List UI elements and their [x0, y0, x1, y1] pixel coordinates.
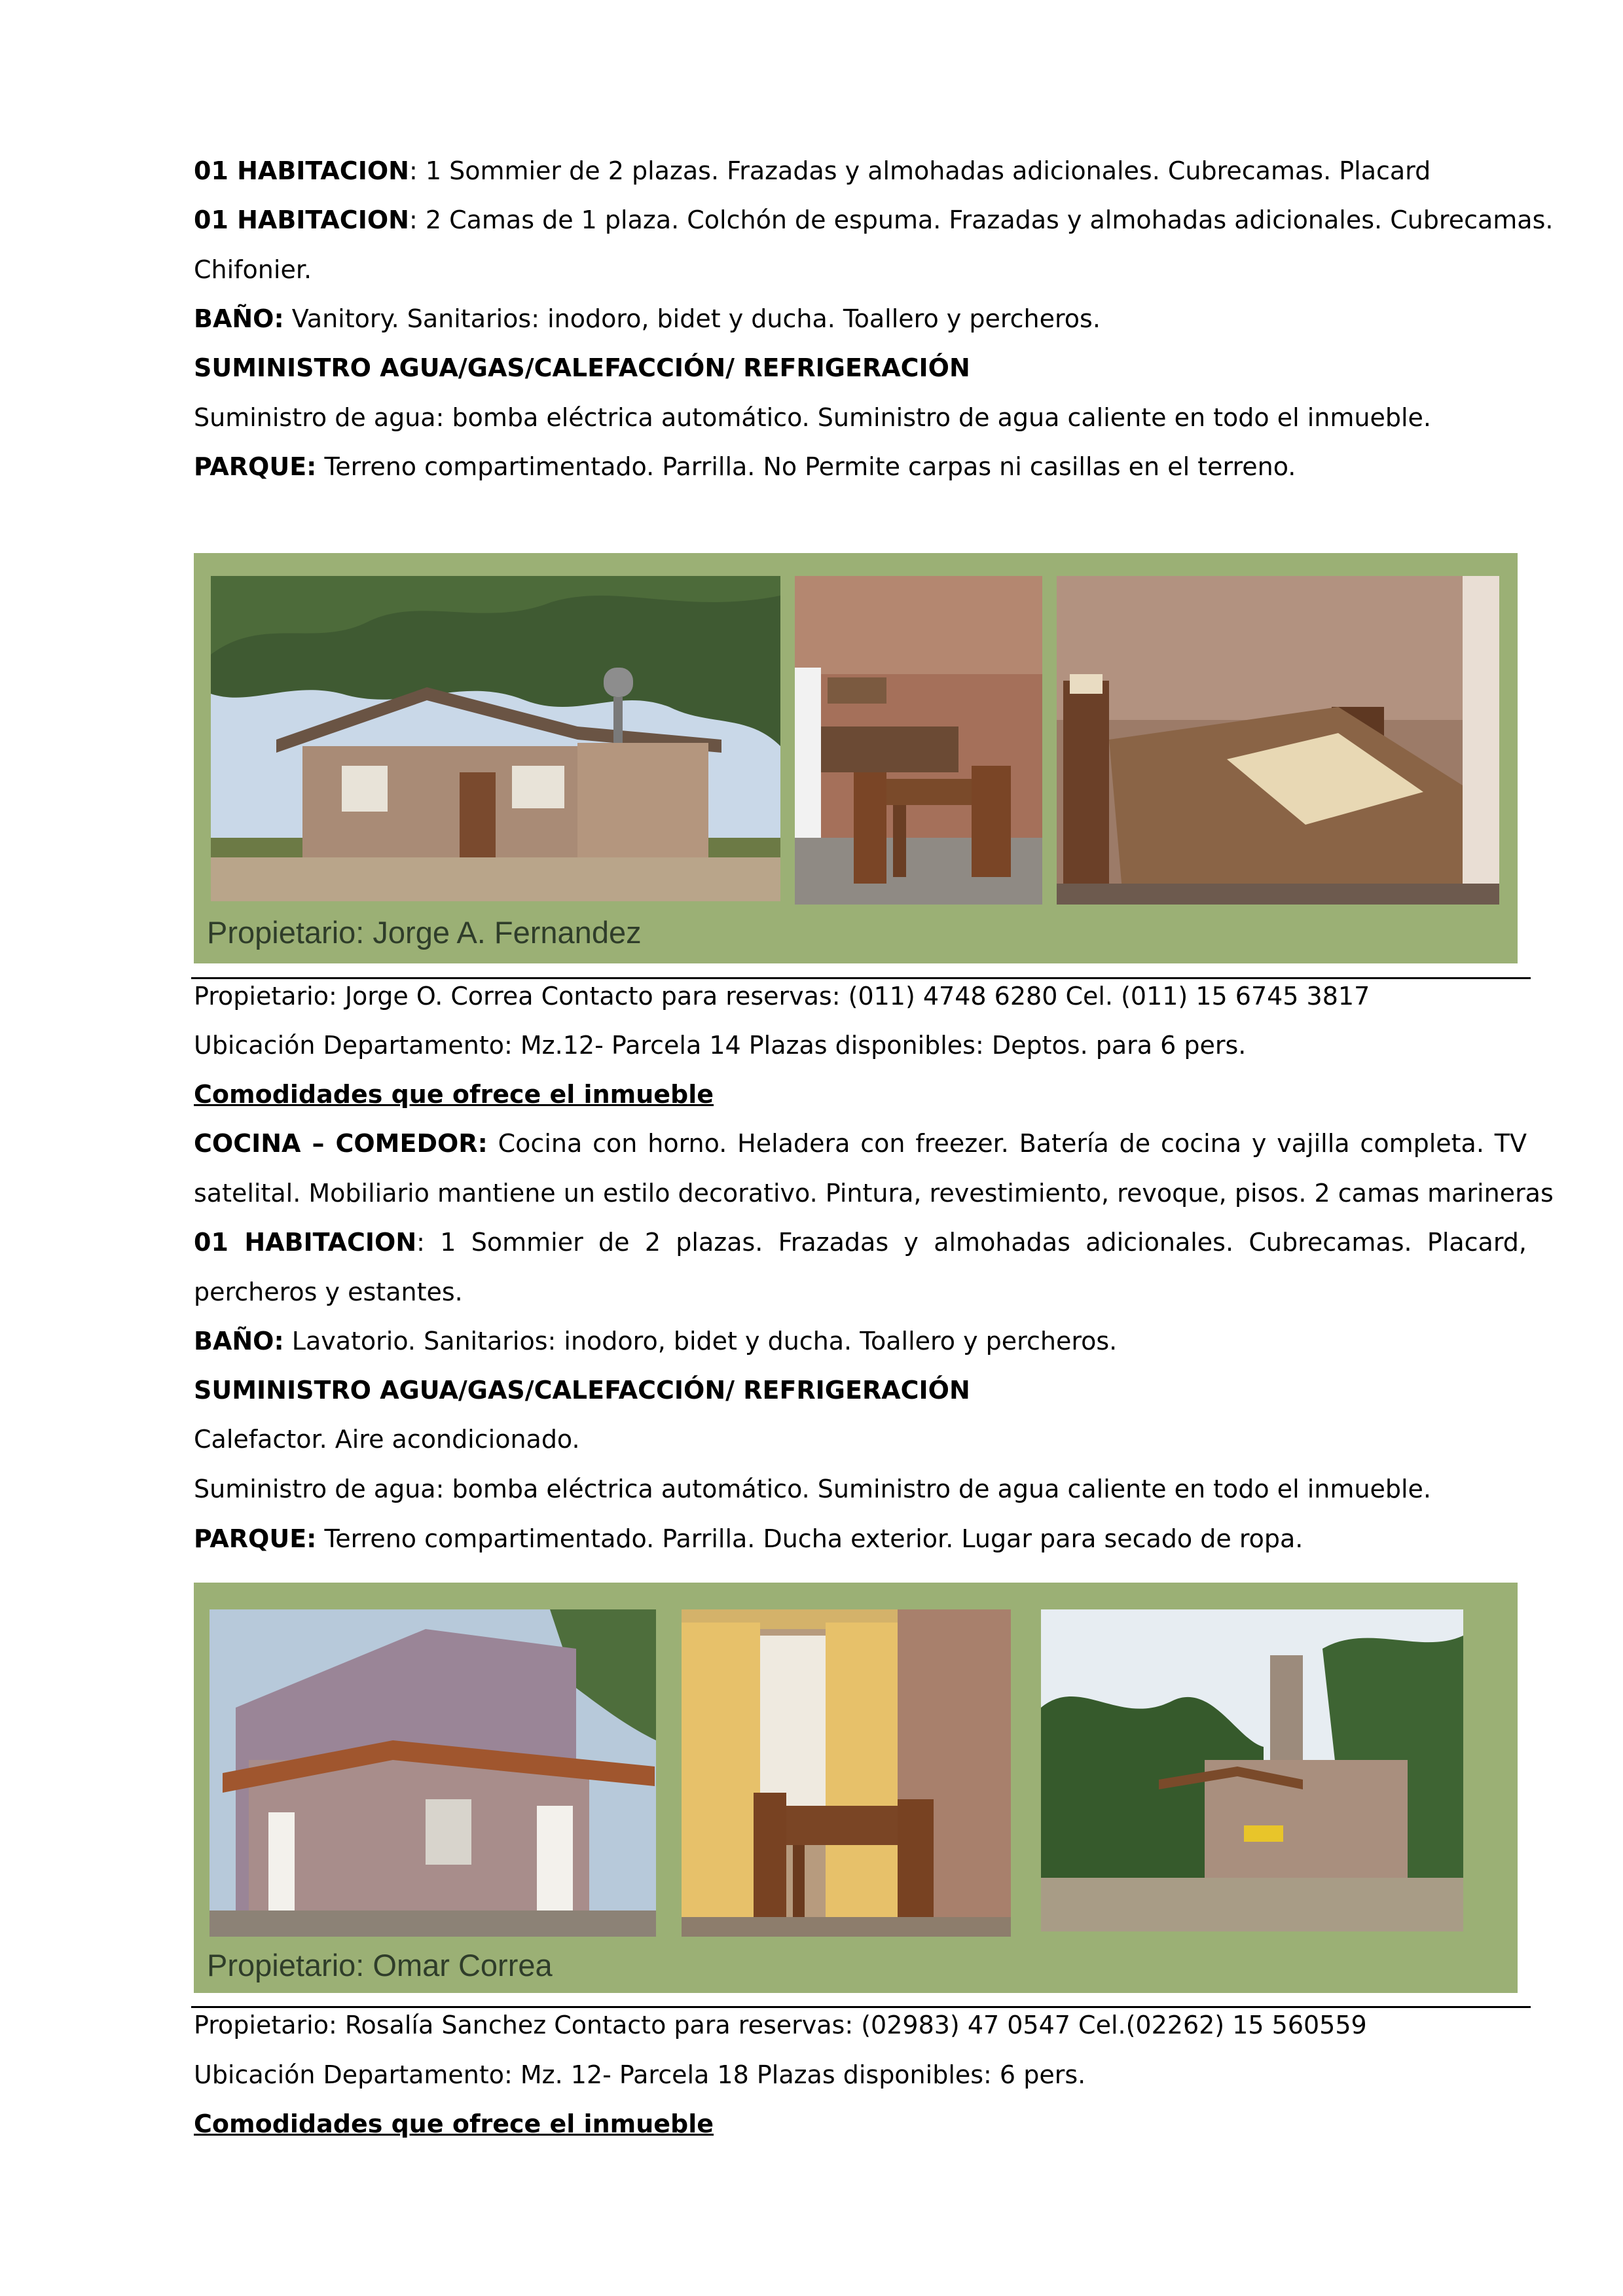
habitacion-2-line-cont: Chifonier. [194, 255, 312, 284]
location-line-3: Ubicación Departamento: Mz. 12- Parcela 18 Plazas disponibles: 6 pers. [194, 2060, 1086, 2089]
amenities-heading-2: Comodidades que ofrece el inmueble [194, 1080, 714, 1109]
bano-line: BAÑO: Vanitory. Sanitarios: inodoro, bidet y ducha. Toallero y percheros. [194, 304, 1101, 333]
habitacion-line-2: 01 HABITACION: 1 Sommier de 2 plazas. Frazadas y almohadas adicionales. Cubrecamas. Placard, [194, 1228, 1527, 1257]
parque-line-2: PARQUE: Terreno compartimentado. Parrilla. Ducha exterior. Lugar para secado de ropa. [194, 1524, 1304, 1553]
bedroom-photo [1057, 576, 1499, 905]
parque-line: PARQUE: Terreno compartimentado. Parrilla. No Permite carpas ni casillas en el terreno. [194, 452, 1296, 481]
bano-line-2: BAÑO: Lavatorio. Sanitarios: inodoro, bidet y ducha. Toallero y percheros. [194, 1327, 1118, 1355]
photo-gallery-1 [194, 553, 1518, 963]
suministro-text-2: Suministro de agua: bomba eléctrica automático. Suministro de agua caliente en todo el inmueble. [194, 1475, 1431, 1503]
calefaccion-line: Calefactor. Aire acondicionado. [194, 1425, 580, 1454]
dining-room-photo [682, 1609, 1011, 1937]
house-exterior-photo [211, 576, 780, 901]
habitacion-line-2-cont: percheros y estantes. [194, 1278, 463, 1306]
suministro-text: Suministro de agua: bomba eléctrica automático. Suministro de agua caliente en todo el inmueble. [194, 403, 1431, 432]
section-divider-2 [191, 2006, 1531, 2008]
habitacion-1-line: 01 HABITACION: 1 Sommier de 2 plazas. Frazadas y almohadas adicionales. Cubrecamas. Placard [194, 156, 1431, 185]
amenities-heading-3: Comodidades que ofrece el inmueble [194, 2109, 714, 2138]
suministro-heading: SUMINISTRO AGUA/GAS/CALEFACCIÓN/ REFRIGERACIÓN [194, 353, 970, 382]
location-line-2: Ubicación Departamento: Mz.12- Parcela 14 Plazas disponibles: Deptos. para 6 pers. [194, 1031, 1247, 1060]
habitacion-2-line: 01 HABITACION: 2 Camas de 1 plaza. Colchón de espuma. Frazadas y almohadas adicionales. Cubrecamas. [194, 206, 1554, 234]
cocina-comedor-line: COCINA – COMEDOR: Cocina con horno. Heladera con freezer. Batería de cocina y vajilla completa. TV [194, 1129, 1527, 1158]
cocina-comedor-line-cont: satelital. Mobiliario mantiene un estilo decorativo. Pintura, revestimiento, revoque, pisos. 2 camas marineras [194, 1179, 1554, 1208]
gallery-2-caption: Propietario: Omar Correa [207, 1948, 553, 1982]
kitchen-photo [795, 576, 1042, 905]
photo-gallery-2 [194, 1583, 1518, 1993]
gallery-1-caption: Propietario: Jorge A. Fernandez [207, 915, 642, 950]
section-divider-1 [191, 977, 1531, 979]
owner-line-2: Propietario: Jorge O. Correa Contacto para reservas: (011) 4748 6280 Cel. (011) 15 6745 3817 [194, 982, 1370, 1011]
owner-line-3: Propietario: Rosalía Sanchez Contacto para reservas: (02983) 47 0547 Cel.(02262) 15 560559 [194, 2011, 1367, 2039]
garden-exterior-photo [1041, 1609, 1463, 1931]
suministro-heading-2: SUMINISTRO AGUA/GAS/CALEFACCIÓN/ REFRIGERACIÓN [194, 1376, 970, 1405]
duplex-exterior-photo [210, 1609, 656, 1937]
